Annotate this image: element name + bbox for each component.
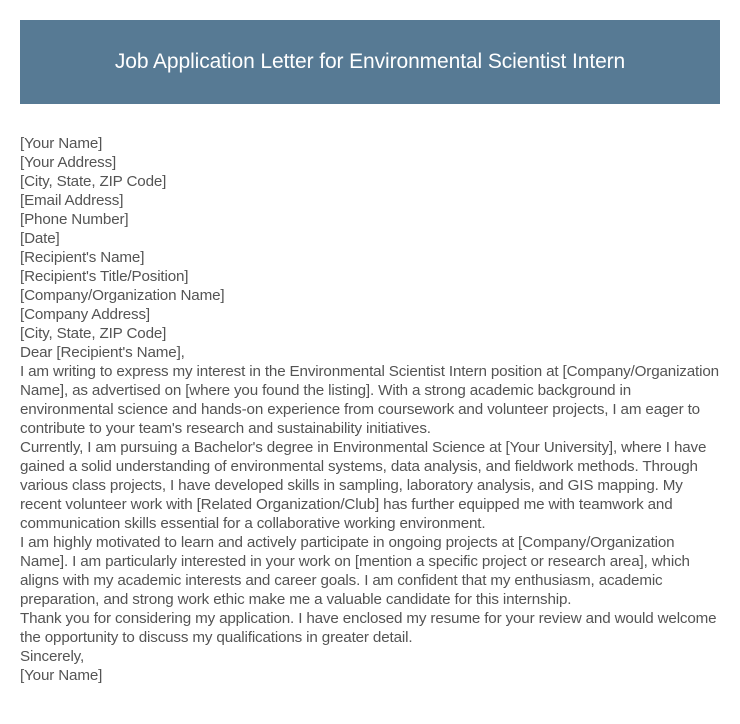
recipient-address: [Company Address] — [20, 306, 150, 323]
paragraph-intro: I am writing to express my interest in the Environmental Scientist Intern position at [Company/Organization Name], as advertised on [where you found the listing]. With a strong academic background in environmental science and hands-on experience from coursework and volunteer projects, I am eager to contribute to your team's research and sustainability initiatives. — [20, 363, 719, 437]
signature: [Your Name] — [20, 667, 103, 684]
salutation: Dear [Recipient's Name], — [20, 344, 185, 361]
letter-date: [Date] — [20, 230, 60, 247]
paragraph-closing: Thank you for considering my application. I have enclosed my resume for your review and would welcome the opportunity to discuss my qualifications in greater detail. — [20, 610, 717, 646]
recipient-company: [Company/Organization Name] — [20, 287, 225, 304]
sender-city-state-zip: [City, State, ZIP Code] — [20, 173, 167, 190]
closing: Sincerely, — [20, 648, 85, 665]
sender-address: [Your Address] — [20, 154, 117, 171]
recipient-city-state-zip: [City, State, ZIP Code] — [20, 325, 167, 342]
sender-phone: [Phone Number] — [20, 211, 129, 228]
paragraph-motivation: I am highly motivated to learn and actively participate in ongoing projects at [Company/Organization Name]. I am particularly interested in your work on [mention a specific project or research area], which aligns with my academic interests and career goals. I am confident that my enthusiasm, academic preparation, and strong work ethic make me a valuable candidate for this internship. — [20, 534, 690, 608]
paragraph-education: Currently, I am pursuing a Bachelor's degree in Environmental Science at [Your University], where I have gained a solid understanding of environmental systems, data analysis, and fieldwork methods. Through various class projects, I have developed skills in sampling, laboratory analysis, and GIS mapping. My recent volunteer work with [Related Organization/Club] has further equipped me with teamwork and communication skills essential for a collaborative working environment. — [20, 439, 707, 532]
recipient-title: [Recipient's Title/Position] — [20, 268, 189, 285]
sender-name: [Your Name] — [20, 135, 103, 152]
sender-email: [Email Address] — [20, 192, 124, 209]
letter-body — [20, 134, 726, 685]
page-title: Job Application Letter for Environmental Scientist Intern — [114, 50, 626, 73]
title-banner — [20, 20, 720, 104]
recipient-name: [Recipient's Name] — [20, 249, 145, 266]
